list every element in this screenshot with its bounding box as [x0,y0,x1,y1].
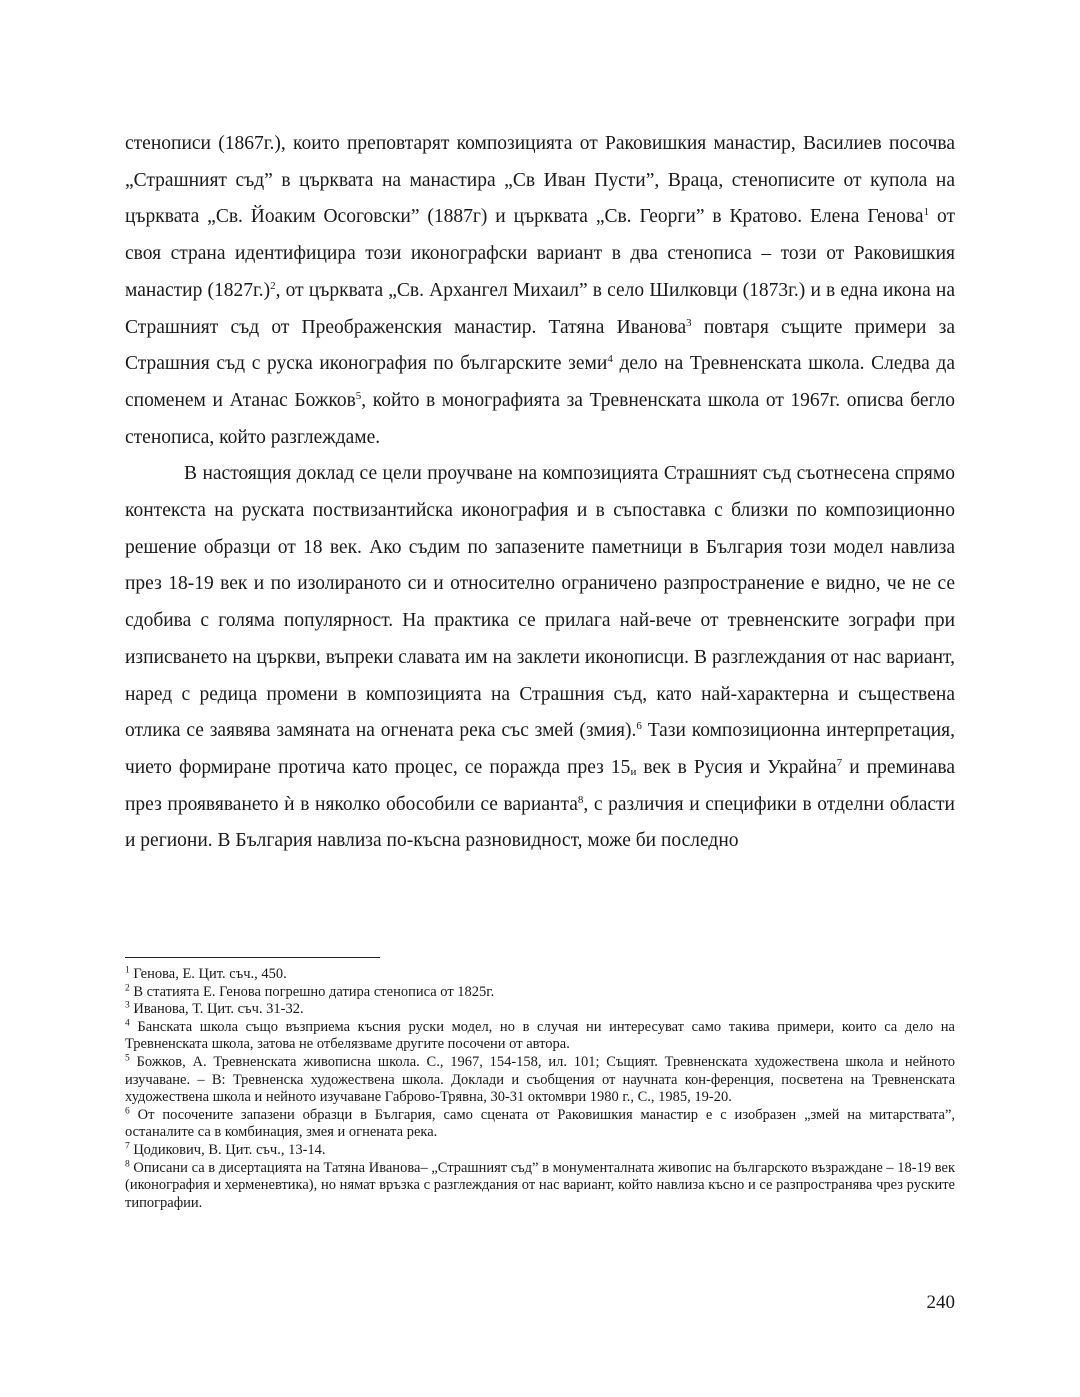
footnote-text: В статията Е. Генова погрешно датира стенописа от 1825г. [129,983,495,1000]
footnote-1 [125,966,955,984]
footnote-text: Цодикович, В. Цит. съч., 13-14. [129,1141,326,1158]
footnote-ref-2[interactable]: 2 [270,279,276,292]
footnote-number: 3 [125,1000,130,1011]
footnote-text: Банската школа също възприема късния руски модел, но в случая ни интересуват само такива примери, които са дело на Тревненската школа, затова не отбелязваме другите посочени от автора. [125,1018,955,1053]
subscript-mark: и [630,766,637,779]
footnote-7 [125,1142,955,1160]
footnote-5 [125,1054,955,1107]
footnote-8 [125,1160,955,1213]
footnote-number: 6 [125,1106,130,1117]
footnote-4 [125,1019,955,1054]
paragraph-2: В настоящия доклад се цели проучване на композицията Страшният съд съотнесена спрямо контекста на руската поствизантийска иконография и в съпоставка с близки по композиционно решение образци от 18 век. Ако съдим по запазените паметници в България този модел навлиза през 18-19 век и по изолираното си и относително ограничено разпространение е видно, че не се сдобива с голяма популярност. На практика се прилага най-вече от тревненските зографи при изписването на църкви, въпреки славата им на заклети иконописци. В разглеждания от нас вариант, наред с редица промени в композицията на Страшния съд, като най-характерна и съществена отлика се заявява замяната на огнената река със змей (змия).$^6$ Тази композиционна интерпретация, чието формиране протича като процес, се поражда през $15_и$ век в Русия и Украйна$^7$ и преминава през проявяването ѝ в няколко обособили се варианта$^8$, с различия и специфики в отделни области и региони. В България навлиза по-късна разновидност, може би последно [125,463,956,852]
main-text [125,126,955,860]
footnote-6 [125,1107,955,1142]
footnote-ref-6[interactable]: 6 [636,720,642,733]
footnote-ref-1[interactable]: 1 [923,206,930,219]
footnote-text: Иванова, Т. Цит. съч. 31-32. [129,1001,304,1018]
page-number: 240 [926,1292,955,1313]
footnote-number: 5 [125,1053,130,1064]
paragraph-1: стенописи (1867г.), които преповтарят композицията от Раковишкия манастир, Василиев посочва „Страшният съд” в църквата на манастира „Св Иван Пусти”, Враца, стенописите от купола на църквата „Св. Йоаким Осоговски” (1887г) и църквата „Св. Георги” в Кратово. Елена Генова$^1$ от своя страна идентифицира този иконографски вариант в два стенописа – този от Раковишкия манастир $(1827г.)^2$, от църквата „Св. Архангел Михаил” в село Шилковци (1873г.) и в една икона на Страшният съд от Преображенския манастир. Татяна Иванова$^3$ повтаря същите примери за Страшния съд с руска иконография по българските земи$^4$ дело на Тревненската школа. Следва да споменем и Атанас Божков$^5$, който в монографията за Тревненската школа от 1967г. описва бегло стенописа, който разглеждаме. [125,133,955,448]
footnotes [125,966,955,1212]
footnote-3 [125,1001,955,1019]
footnote-number: 2 [125,982,130,993]
footnote-number: 1 [125,965,130,976]
footnote-text: Божков, А. Тревненската живописна школа. С., 1967, 154-158, ил. 101; Същият. Тревненската художествена школа и нейното изучаване. – В: Тревненска художествена школа. Доклади и съобщения от научната кон-ференция, посветена на Тревненската художествена школа и нейното изучаване Габрово-Трявна, 30-31 октомври 1980 г., С., 1985, 19-20. [125,1053,955,1106]
footnote-text: Генова, Е. Цит. съч., 450. [129,966,287,982]
footnote-ref-5[interactable]: 5 [355,389,362,402]
footnote-number: 8 [125,1158,130,1169]
footnote-ref-3[interactable]: 3 [686,316,692,329]
footnote-text: От посочените запазени образци в България, само сцената от Раковишкия манастир е с изобразен „змей на митарствата”, останалите са в комбинация, змея и огнената река. [125,1106,955,1141]
footnote-ref-8[interactable]: 8 [577,793,584,806]
footnote-ref-7[interactable]: 7 [836,756,843,769]
footnote-number: 4 [125,1018,130,1029]
footnote-2 [125,984,955,1002]
footnote-text: Описани са в дисертацията на Татяна Иванова– „Страшният съд” в монументалната живопис на българското възраждане – 18-19 век (иконография и херменевтика), но нямат връзка с разглеждания от нас вариант, който навлиза късно и се разпространява чрез руските типографии. [125,1159,955,1211]
footnote-number: 7 [125,1141,130,1152]
footnote-separator [125,957,380,958]
footnote-ref-4[interactable]: 4 [607,353,613,366]
